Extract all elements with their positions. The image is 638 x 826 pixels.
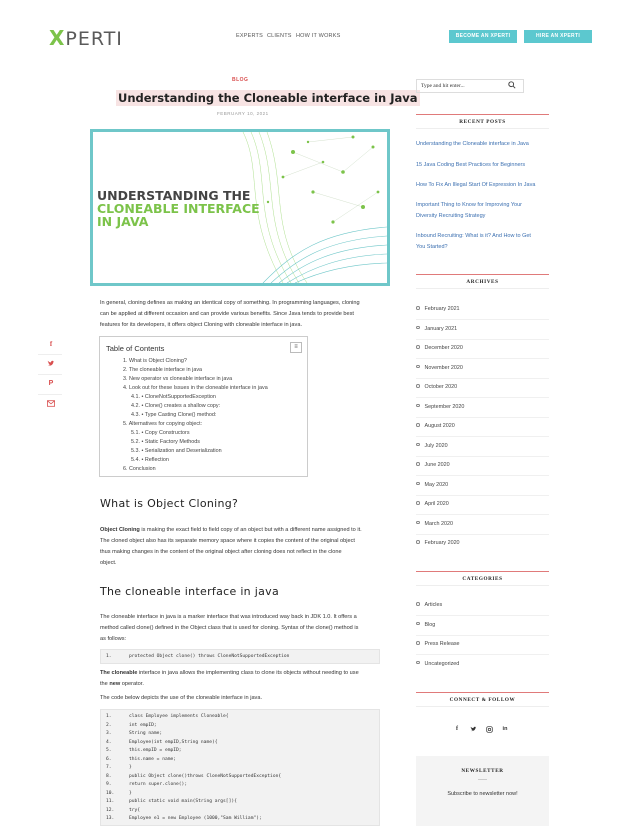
logo-mark: X xyxy=(49,26,66,50)
text-span: interface in java allows the implementing class to clone its objects without needing to use xyxy=(137,670,359,676)
code-line: int empID; xyxy=(129,722,157,728)
archive-label: October 2020 xyxy=(424,384,458,390)
hero-image xyxy=(90,129,390,286)
code-line: Employee e1 = new Employee (1000,"Sam William"); xyxy=(129,816,262,821)
divider xyxy=(38,394,62,395)
code-line-number: 11. xyxy=(106,799,115,804)
divider xyxy=(38,374,62,375)
code-line-number: 13. xyxy=(106,816,115,821)
text-span: is making the exact field to field copy of an object but with a different name assigned to it. xyxy=(139,527,362,533)
search-input[interactable]: Type and hit enter... xyxy=(416,79,524,93)
newsletter-widget xyxy=(416,756,549,826)
divider xyxy=(38,354,62,355)
section-paragraph-line xyxy=(100,679,382,690)
code-line-number: 8. xyxy=(106,773,112,779)
code-line-number: 1. xyxy=(106,714,112,719)
archive-link[interactable] xyxy=(416,384,457,390)
toc-item[interactable]: 3. New operator vs cloneable interface in java xyxy=(123,376,233,382)
recent-post-line: You Started? xyxy=(416,243,448,250)
bold-term: The cloneable xyxy=(100,670,138,676)
bullet-icon xyxy=(416,384,420,388)
recent-post-link[interactable] xyxy=(416,200,556,221)
section-paragraph-line: The cloneable interface in java is a marker interface that was introduced way back in JDK 1.0. It offers a xyxy=(100,614,357,620)
logo-text: PERTI xyxy=(65,28,123,50)
bullet-icon xyxy=(416,501,420,505)
nav-how-it-works[interactable]: HOW IT WORKS xyxy=(296,33,341,39)
recent-post-line: Understanding the Cloneable interface in Java xyxy=(416,141,529,147)
bullet-icon xyxy=(416,423,420,427)
archives-title: ARCHIVES xyxy=(416,274,549,289)
text-span: the xyxy=(100,681,110,687)
category-label: Uncategorized xyxy=(424,660,460,667)
archive-label: March 2020 xyxy=(424,520,453,527)
site-logo[interactable] xyxy=(49,26,123,50)
archive-label: February 2020 xyxy=(424,540,460,546)
toc-subitem[interactable]: 4.2. • Clone() creates a shallow copy: xyxy=(131,403,221,409)
bullet-icon xyxy=(416,345,420,349)
recent-post-link[interactable] xyxy=(416,180,556,191)
recent-post-line: How To Fix An Illegal Start Of Expression In Java xyxy=(416,182,536,188)
toc-subitem[interactable]: 4.1. • CloneNotSupportedException xyxy=(131,394,216,400)
intro-line-2: can be applied at different occasion and can provide various benefits. Since Java tends to provide best xyxy=(100,311,354,317)
instagram-icon[interactable] xyxy=(484,726,494,736)
section-paragraph-line: method called clone() defined in the Object class that is used for cloning. Syntax of the clone() method is xyxy=(100,625,359,631)
archive-label: February 2021 xyxy=(424,306,460,312)
code-line-number: 2. xyxy=(106,722,112,728)
section-paragraph-line xyxy=(100,525,382,536)
recent-post-line: Important Thing to Know for Improving Your xyxy=(416,202,522,208)
bold-term: Object Cloning xyxy=(100,527,140,533)
bullet-icon xyxy=(416,661,420,665)
code-line-number: 1. xyxy=(106,654,112,659)
recent-posts-title: RECENT POSTS xyxy=(416,114,549,129)
category-label: Press Release xyxy=(424,641,460,647)
linkedin-icon[interactable]: in xyxy=(502,726,508,732)
bullet-icon xyxy=(416,462,420,466)
archive-link[interactable] xyxy=(416,462,450,468)
bullet-icon xyxy=(416,602,420,606)
hero-line-3: IN JAVA xyxy=(97,214,149,229)
archive-link[interactable] xyxy=(416,404,464,410)
toc-item[interactable]: 4. Look out for these Issues in the cloneable interface in java xyxy=(123,385,268,391)
text-span: operator. xyxy=(120,681,144,687)
divider xyxy=(416,654,549,655)
section-heading: The cloneable interface in java xyxy=(100,585,279,598)
bullet-icon xyxy=(416,404,420,408)
toc-subitem[interactable]: 5.3. • Serialization and Deserialization xyxy=(131,448,222,454)
code-line: } xyxy=(129,790,132,796)
archive-label: May 2020 xyxy=(424,481,449,488)
table-of-contents xyxy=(99,336,308,477)
code-line-number: 4. xyxy=(106,739,112,745)
code-line: public Object clone()throws CloneNotSupportedException{ xyxy=(129,773,282,779)
bullet-icon xyxy=(416,326,420,330)
bullet-icon xyxy=(416,482,420,486)
toc-item[interactable]: 1. What is Object Cloning? xyxy=(123,358,187,364)
code-line: this.empID = empID; xyxy=(129,748,182,753)
code-line: String name; xyxy=(129,731,163,736)
pinterest-icon[interactable]: P xyxy=(48,380,54,387)
divider xyxy=(416,378,549,379)
archive-label: September 2020 xyxy=(424,403,465,410)
post-date: FEBRUARY 10, 2021 xyxy=(217,111,269,116)
divider xyxy=(416,495,549,496)
hero-line-1: UNDERSTANDING THE xyxy=(97,188,251,203)
bullet-icon xyxy=(416,306,420,310)
twitter-icon[interactable] xyxy=(468,726,478,736)
code-line-number: 3. xyxy=(106,731,112,736)
code-line: return super.clone(); xyxy=(129,782,188,787)
code-line: } xyxy=(129,765,132,770)
become-xperti-button[interactable]: BECOME AN XPERTI xyxy=(449,30,517,43)
section-paragraph-line: thus making changes in the content of the original object after cloning does not reflect in the clone xyxy=(100,549,342,555)
recent-post-line: 15 Java Coding Best Practices for Beginners xyxy=(416,162,526,168)
code-block xyxy=(100,649,380,664)
archive-label: June 2020 xyxy=(424,462,450,468)
toc-subitem[interactable]: 5.1. • Copy Constructors xyxy=(131,430,190,436)
toc-subitem[interactable]: 5.4. • Reflection xyxy=(131,457,169,463)
divider xyxy=(416,358,549,359)
divider xyxy=(416,475,549,476)
section-paragraph-line: object. xyxy=(100,560,117,566)
archive-label: April 2020 xyxy=(424,501,449,507)
toc-subitem[interactable]: 5.2. • Static Factory Methods xyxy=(131,439,200,445)
bullet-icon xyxy=(416,443,420,447)
recent-post-line: Inbound Recruiting: What is it? And How to Get xyxy=(416,233,531,239)
bullet-icon xyxy=(416,641,420,645)
nav-experts[interactable]: EXPERTS xyxy=(236,33,263,39)
bullet-icon xyxy=(416,521,420,525)
divider xyxy=(416,456,549,457)
hero-text xyxy=(97,189,260,228)
section-paragraph-line xyxy=(100,668,382,679)
code-line: this.name = name; xyxy=(129,756,177,762)
divider xyxy=(416,417,549,418)
divider xyxy=(478,779,487,780)
connect-title: CONNECT & FOLLOW xyxy=(416,692,549,707)
toc-item[interactable]: 2. The cloneable interface in java xyxy=(123,367,203,373)
divider xyxy=(416,615,549,616)
toc-title: Table of Contents xyxy=(106,344,165,353)
code-line: protected Object clone() throws CloneNotSupportedException xyxy=(129,654,290,659)
site-header xyxy=(0,0,638,76)
toc-item[interactable]: 6. Conclusion xyxy=(123,466,156,472)
nav-clients[interactable]: CLIENTS xyxy=(267,33,292,39)
bullet-icon xyxy=(416,622,420,626)
bullet-icon xyxy=(416,365,420,369)
section-paragraph-line: The cloned object also has its separate memory space where it copies the content of the original object xyxy=(100,538,355,544)
search-icon[interactable] xyxy=(508,81,516,91)
archive-label: December 2020 xyxy=(424,345,463,351)
intro-line-3: features for its developers, it offers object Cloning with cloneable interface in java. xyxy=(100,322,303,328)
section-paragraph-line: as follows: xyxy=(100,636,127,642)
facebook-icon[interactable]: f xyxy=(49,340,53,348)
toc-item[interactable]: 5. Alternatives for copying object: xyxy=(123,421,203,427)
hero-line-2: CLONEABLE INTERFACE xyxy=(97,201,260,216)
archive-link[interactable] xyxy=(416,443,448,449)
archive-label: July 2020 xyxy=(424,442,448,449)
category-label: Articles xyxy=(424,602,443,608)
page-title: Understanding the Cloneable interface in Java xyxy=(118,91,418,105)
bold-term: new xyxy=(109,681,121,687)
archive-link[interactable] xyxy=(416,423,455,429)
code-line-number: 10. xyxy=(106,790,115,796)
categories-title: CATEGORIES xyxy=(416,571,549,586)
divider xyxy=(416,514,549,515)
section-heading: What is Object Cloning? xyxy=(100,497,239,510)
archive-label: August 2020 xyxy=(424,423,455,429)
category-link[interactable] xyxy=(416,641,460,647)
archive-label: January 2021 xyxy=(424,325,458,332)
post-category[interactable]: BLOG xyxy=(232,77,249,83)
divider xyxy=(416,635,549,636)
archive-link[interactable] xyxy=(416,482,448,488)
code-line-number: 12. xyxy=(106,807,115,813)
newsletter-text: Subscribe to newsletter now! xyxy=(447,791,518,797)
code-line: public static void main(String args[]){ xyxy=(129,799,237,804)
divider xyxy=(416,534,549,535)
archive-link[interactable] xyxy=(416,365,463,371)
divider xyxy=(416,339,549,340)
divider xyxy=(416,319,549,320)
code-line-number: 7. xyxy=(106,765,112,770)
code-line: try{ xyxy=(129,807,141,813)
email-icon[interactable] xyxy=(46,400,56,410)
recent-post-link[interactable] xyxy=(416,160,556,171)
category-link[interactable] xyxy=(416,602,442,608)
bullet-icon xyxy=(416,540,420,544)
intro-line-1: In general, cloning defines as making an identical copy of something. In programming languages, cloning xyxy=(100,300,360,306)
toc-toggle-button[interactable]: ≡ xyxy=(290,342,302,353)
code-block xyxy=(100,709,380,826)
archive-link[interactable] xyxy=(416,501,449,507)
facebook-icon[interactable]: f xyxy=(456,726,458,732)
toc-subitem[interactable]: 4.3. • Type Casting Clone() method: xyxy=(131,412,217,418)
newsletter-title: NEWSLETTER xyxy=(461,768,504,774)
divider xyxy=(416,397,549,398)
recent-post-link[interactable] xyxy=(416,231,556,252)
archive-label: November 2020 xyxy=(424,364,463,371)
archive-link[interactable] xyxy=(416,306,460,312)
code-line-number: 9. xyxy=(106,782,112,787)
archive-link[interactable] xyxy=(416,521,453,527)
recent-post-link[interactable] xyxy=(416,139,556,150)
section-paragraph-line: The code below depicts the use of the cloneable interface in java. xyxy=(100,695,263,701)
recent-post-line: Diversity Recruiting Strategy xyxy=(416,212,486,219)
code-line: Employee(int empID,String name){ xyxy=(129,739,218,745)
divider xyxy=(416,436,549,437)
category-label: Blog xyxy=(424,621,436,628)
archive-link[interactable] xyxy=(416,326,457,332)
hire-xperti-button[interactable]: HIRE AN XPERTI xyxy=(524,30,592,43)
twitter-icon[interactable] xyxy=(46,360,56,370)
archive-link[interactable] xyxy=(416,345,463,351)
category-link[interactable] xyxy=(416,661,459,667)
code-line: class Employee implements Cloneable{ xyxy=(129,714,229,719)
code-line-number: 6. xyxy=(106,756,112,762)
archive-link[interactable] xyxy=(416,540,460,546)
category-link[interactable] xyxy=(416,622,435,628)
code-line-number: 5. xyxy=(106,748,112,753)
